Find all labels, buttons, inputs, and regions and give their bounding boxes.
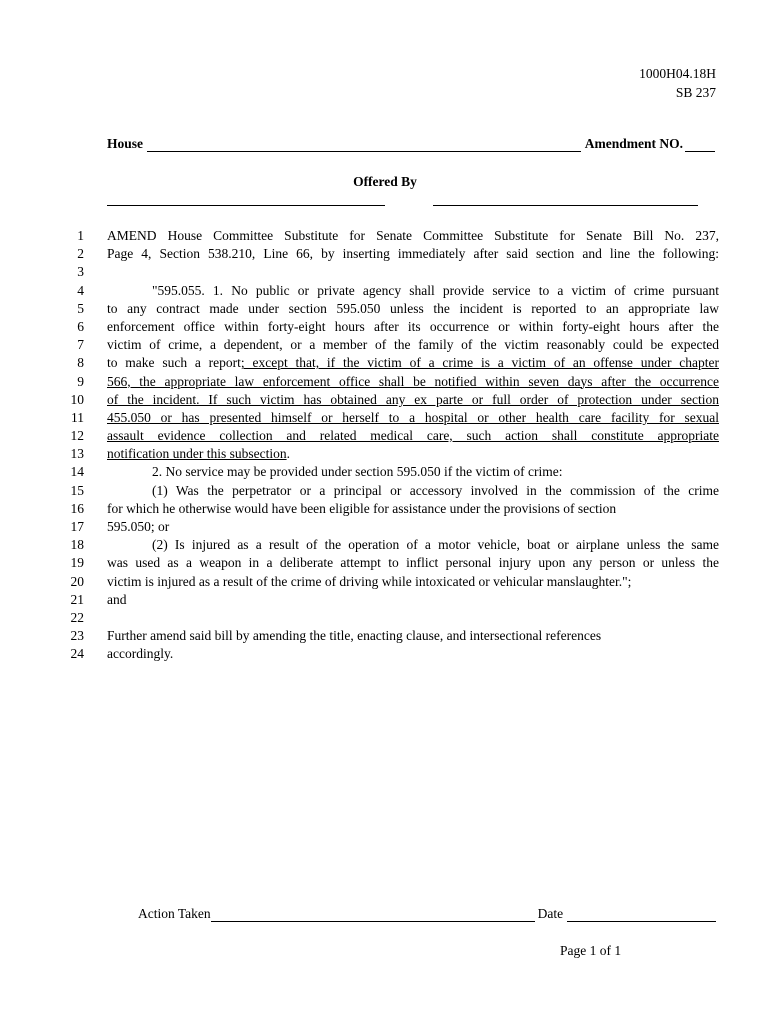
document-line xyxy=(0,645,770,663)
text-run: and xyxy=(107,591,127,607)
document-line xyxy=(0,282,770,300)
line-text xyxy=(107,354,719,372)
line-number: 16 xyxy=(70,500,84,516)
text-run: (1) Was the perpetrator or a principal or accessory involved in the commission of the crime xyxy=(152,482,719,498)
house-amendment-row xyxy=(107,136,715,152)
underlined-insertion: notification under this subsection xyxy=(107,446,287,462)
line-text xyxy=(107,409,719,427)
line-number: 10 xyxy=(70,391,84,407)
document-line xyxy=(0,463,770,481)
document-header xyxy=(639,64,716,102)
line-number: 15 xyxy=(70,482,84,498)
line-number: 11 xyxy=(71,409,84,425)
line-number: 2 xyxy=(77,246,84,262)
line-text xyxy=(107,482,719,500)
line-number: 6 xyxy=(77,318,84,334)
underlined-insertion: 455.050 or has presented himself or herself to a hospital or other health care facility for sexual xyxy=(107,409,719,425)
date-label: Date xyxy=(537,906,564,921)
house-label: House xyxy=(107,136,144,151)
line-text xyxy=(107,282,719,300)
line-number: 12 xyxy=(70,428,84,444)
line-number: 1 xyxy=(77,228,84,243)
document-line xyxy=(0,627,770,645)
page-number: Page 1 of 1 xyxy=(560,943,622,958)
line-number: 3 xyxy=(77,264,84,280)
underlined-insertion: of the incident. If such victim has obtained any ex parte or full order of protection under section xyxy=(107,391,719,407)
amendment-body xyxy=(0,227,770,664)
document-line xyxy=(0,482,770,500)
line-number: 9 xyxy=(77,373,84,389)
text-run: 595.050; or xyxy=(107,519,170,534)
document-line xyxy=(0,336,770,354)
date-line xyxy=(567,907,716,922)
line-text xyxy=(107,627,719,645)
document-line xyxy=(0,391,770,409)
text-run: enforcement office within forty-eight hours after its occurrence or within forty-eight hours after the xyxy=(107,318,719,334)
action-taken-line xyxy=(211,907,535,922)
line-text xyxy=(107,500,719,518)
text-run: (2) Is injured as a result of the operation of a motor vehicle, boat or airplane unless the same xyxy=(152,537,719,553)
document-code: 1000H04.18H xyxy=(639,66,716,81)
line-text xyxy=(107,645,719,663)
line-number: 24 xyxy=(70,646,84,662)
text-run: to any contract made under section 595.050 unless the incident is reported to an appropriate law xyxy=(107,300,719,316)
document-line xyxy=(0,227,770,245)
document-line xyxy=(0,500,770,518)
document-line xyxy=(0,591,770,609)
line-text xyxy=(107,536,719,554)
line-text xyxy=(107,518,719,536)
document-line xyxy=(0,373,770,391)
line-text xyxy=(107,554,719,572)
document-line xyxy=(0,609,770,627)
document-line xyxy=(0,554,770,572)
underlined-insertion: 566, the appropriate law enforcement office shall be notified within seven days after the occurrence xyxy=(107,373,719,389)
document-line xyxy=(0,445,770,463)
house-blank-line xyxy=(147,137,581,152)
underlined-insertion: ; except that, if the victim of a crime is a victim of an offense under chapter xyxy=(240,355,719,371)
text-run: for which he otherwise would have been eligible for assistance under the provisions of section xyxy=(107,500,617,516)
line-text xyxy=(107,391,719,409)
action-taken-row xyxy=(138,906,716,922)
document-line xyxy=(0,536,770,554)
offered-by-label: Offered By xyxy=(353,174,417,189)
document-line xyxy=(0,518,770,536)
line-text xyxy=(107,463,719,481)
line-text xyxy=(107,336,719,354)
document-line xyxy=(0,354,770,372)
line-number: 21 xyxy=(70,591,84,607)
amendment-number-blank xyxy=(685,137,715,152)
line-number: 23 xyxy=(70,628,84,644)
action-taken-label: Action Taken xyxy=(138,906,211,921)
text-run: accordingly. xyxy=(107,646,174,662)
text-run: victim is injured as a result of the crime of driving while intoxicated or vehicular manslaughter."; xyxy=(107,573,632,589)
bill-number: SB 237 xyxy=(675,85,716,100)
line-number: 8 xyxy=(77,355,84,371)
line-text xyxy=(107,445,719,463)
line-number: 7 xyxy=(77,337,84,353)
document-line xyxy=(0,427,770,445)
document-line xyxy=(0,245,770,263)
text-run: Further amend said bill by amending the title, enacting clause, and intersectional references xyxy=(107,628,602,644)
line-text xyxy=(107,591,719,609)
document-line xyxy=(0,263,770,281)
text-run: . xyxy=(286,446,290,462)
text-run: to make such a report xyxy=(107,355,241,371)
amendment-label: Amendment NO. xyxy=(584,136,683,151)
offered-by-signature-line-2 xyxy=(433,205,698,206)
line-number: 14 xyxy=(70,464,84,480)
document-line xyxy=(0,300,770,318)
line-number: 19 xyxy=(70,555,84,571)
line-text xyxy=(107,573,719,591)
line-text xyxy=(107,427,719,445)
line-number: 5 xyxy=(77,300,84,316)
text-run: AMEND House Committee Substitute for Senate Committee Substitute for Senate Bill No. 237, xyxy=(107,228,719,243)
text-run: Page 4, Section 538.210, Line 66, by inserting immediately after said section and line the following: xyxy=(107,246,719,262)
line-number: 17 xyxy=(70,519,84,534)
line-number: 22 xyxy=(70,609,84,625)
document-line xyxy=(0,573,770,591)
text-run: victim of crime, a dependent, or a member of the family of the victim reasonably could be expected xyxy=(107,337,719,353)
line-number: 13 xyxy=(70,446,84,462)
line-text xyxy=(107,227,719,245)
text-run: 2. No service may be provided under section 595.050 if the victim of crime: xyxy=(152,464,563,480)
line-number: 18 xyxy=(70,537,84,553)
line-text xyxy=(107,245,719,263)
line-text xyxy=(107,318,719,336)
line-text xyxy=(107,373,719,391)
document-line xyxy=(0,318,770,336)
text-run: was used as a weapon in a deliberate attempt to inflict personal injury upon any person or unless the xyxy=(107,555,719,571)
document-line xyxy=(0,409,770,427)
text-run: "595.055. 1. No public or private agency shall provide service to a victim of crime pursuant xyxy=(152,282,719,298)
line-number: 20 xyxy=(70,573,84,589)
line-text xyxy=(107,300,719,318)
offered-by-signature-line-1 xyxy=(107,205,385,206)
underlined-insertion: assault evidence collection and related medical care, such action shall constitute appropriate xyxy=(107,428,719,444)
line-number: 4 xyxy=(77,282,84,298)
